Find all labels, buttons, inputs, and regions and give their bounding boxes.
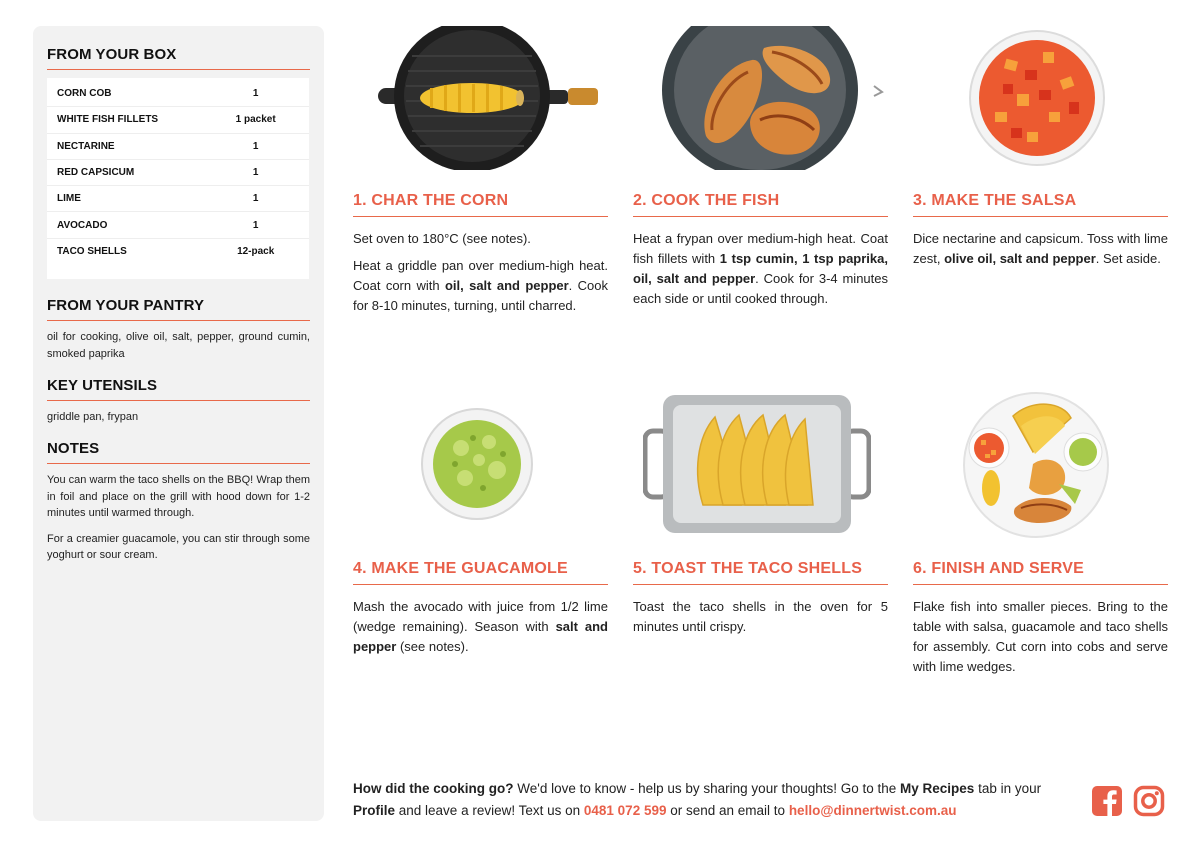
instagram-icon[interactable] <box>1133 785 1165 817</box>
phone-link[interactable]: 0481 072 599 <box>583 803 667 818</box>
bold-segment: 1 tsp cumin, 1 tsp paprika, oil, salt and pepper <box>633 251 888 286</box>
notes <box>47 472 310 564</box>
pantry-heading: FROM YOUR PANTRY <box>47 297 310 321</box>
guacamole-bowl-image <box>419 408 535 520</box>
step-body <box>353 597 608 657</box>
ingredient-row <box>47 81 309 107</box>
ingredients-table <box>47 78 309 279</box>
box-heading: FROM YOUR BOX <box>47 46 310 70</box>
griddle-corn-image <box>372 26 604 170</box>
note-item: For a creamier guacamole, you can stir through some yoghurt or sour cream. <box>47 532 310 562</box>
step-text <box>353 256 608 316</box>
step-text: Toast the taco shells in the oven for 5 minutes until crispy. <box>633 599 888 634</box>
ingredient-name: CORN COB <box>57 88 112 100</box>
ingredient-qty: 12-pack <box>237 246 275 258</box>
ingredient-qty: 1 <box>252 88 259 100</box>
step-body <box>913 597 1168 677</box>
text-segment: Mash the avocado with juice from 1/2 lime (wedge remaining). Season with <box>353 599 608 634</box>
step-1 <box>353 192 608 323</box>
step-text: Flake fish into smaller pieces. Bring to the table with salsa, guacamole and taco shells for assembly. Cut corn into cobs and serve with lime wedges. <box>913 599 1168 674</box>
step-body <box>913 229 1168 269</box>
ingredient-qty: 1 <box>252 219 259 231</box>
text-segment: . Cook for 8-10 minutes, turning, until charred. <box>353 278 608 313</box>
ingredient-name: TACO SHELLS <box>57 246 127 258</box>
ingredient-name: WHITE FISH FILLETS <box>57 114 159 126</box>
step-body <box>633 597 888 637</box>
text-segment: or send an email to <box>666 803 789 818</box>
my-recipes-link[interactable]: My Recipes <box>900 781 975 796</box>
step-5 <box>633 560 888 644</box>
ingredient-qty: 1 <box>252 193 259 205</box>
text-segment: Heat a griddle pan over medium-high heat. Coat corn with <box>353 258 608 293</box>
step-body <box>633 229 888 309</box>
step-title: 3. MAKE THE SALSA <box>913 192 1168 217</box>
salsa-bowl-image <box>965 28 1109 168</box>
step-2 <box>633 192 888 316</box>
email-link[interactable]: hello@dinnertwist.com.au <box>788 803 957 818</box>
ingredient-name: NECTARINE <box>57 140 115 152</box>
step-6 <box>913 560 1168 684</box>
ingredient-name: LIME <box>57 193 81 205</box>
notes-heading: NOTES <box>47 440 310 464</box>
ingredient-row <box>47 212 309 238</box>
ingredient-name: RED CAPSICUM <box>57 167 135 179</box>
text-segment: . Set aside. <box>1095 251 1161 266</box>
footer-question: How did the cooking go? <box>353 781 514 796</box>
step-text <box>353 597 608 657</box>
step-4 <box>353 560 608 664</box>
bold-segment: oil, salt and pepper <box>444 278 569 293</box>
step-title: 5. TOAST THE TACO SHELLS <box>633 560 888 585</box>
step-body <box>353 229 608 316</box>
text-segment: . Cook for 3-4 minutes each side or until cooked through. <box>633 271 888 306</box>
text-segment: Dice nectarine and capsicum. Toss with lime zest, <box>913 231 1168 266</box>
text-segment: and leave a review! Text us on <box>395 803 584 818</box>
ingredient-qty: 1 packet <box>235 114 276 126</box>
pantry-text: oil for cooking, olive oil, salt, pepper, ground cumin, smoked paprika <box>47 331 310 361</box>
text-segment: Heat a frypan over medium-high heat. Coat fish fillets with <box>633 231 888 266</box>
ingredient-name: AVOCADO <box>57 219 108 231</box>
finished-plate-image <box>963 392 1109 538</box>
sidebar <box>33 26 324 821</box>
step-text <box>913 229 1168 269</box>
ingredient-qty: 1 <box>252 140 259 152</box>
utensils-text: griddle pan, frypan <box>47 411 139 424</box>
bold-segment: olive oil, salt and pepper <box>944 251 1096 266</box>
ingredient-row <box>47 160 309 186</box>
step-text: Set oven to 180°C (see notes). <box>353 231 531 246</box>
feedback-footer <box>353 778 1073 822</box>
profile-link[interactable]: Profile <box>353 803 396 818</box>
step-text <box>633 229 888 309</box>
text-segment: (see notes). <box>396 639 469 654</box>
bold-segment: salt and pepper <box>353 619 608 654</box>
note-item: You can warm the taco shells on the BBQ! Wrap them in foil and place on the grill with hood down for 1-2 minutes until warmed through. <box>47 474 310 520</box>
text-segment: tab in your <box>974 781 1042 796</box>
ingredient-qty: 1 <box>252 167 259 179</box>
ingredient-row <box>47 107 309 133</box>
frypan-fish-image <box>660 26 886 170</box>
ingredient-row <box>47 186 309 212</box>
text-segment: We'd love to know - help us by sharing your thoughts! Go to the <box>513 781 901 796</box>
step-title: 6. FINISH AND SERVE <box>913 560 1168 585</box>
step-title: 2. COOK THE FISH <box>633 192 888 217</box>
utensils-heading: KEY UTENSILS <box>47 377 310 401</box>
facebook-icon[interactable] <box>1091 785 1123 817</box>
ingredient-row <box>47 239 309 265</box>
step-title: 1. CHAR THE CORN <box>353 192 608 217</box>
ingredient-row <box>47 134 309 160</box>
step-3 <box>913 192 1168 276</box>
step-title: 4. MAKE THE GUACAMOLE <box>353 560 608 585</box>
taco-tray-image <box>643 393 871 535</box>
